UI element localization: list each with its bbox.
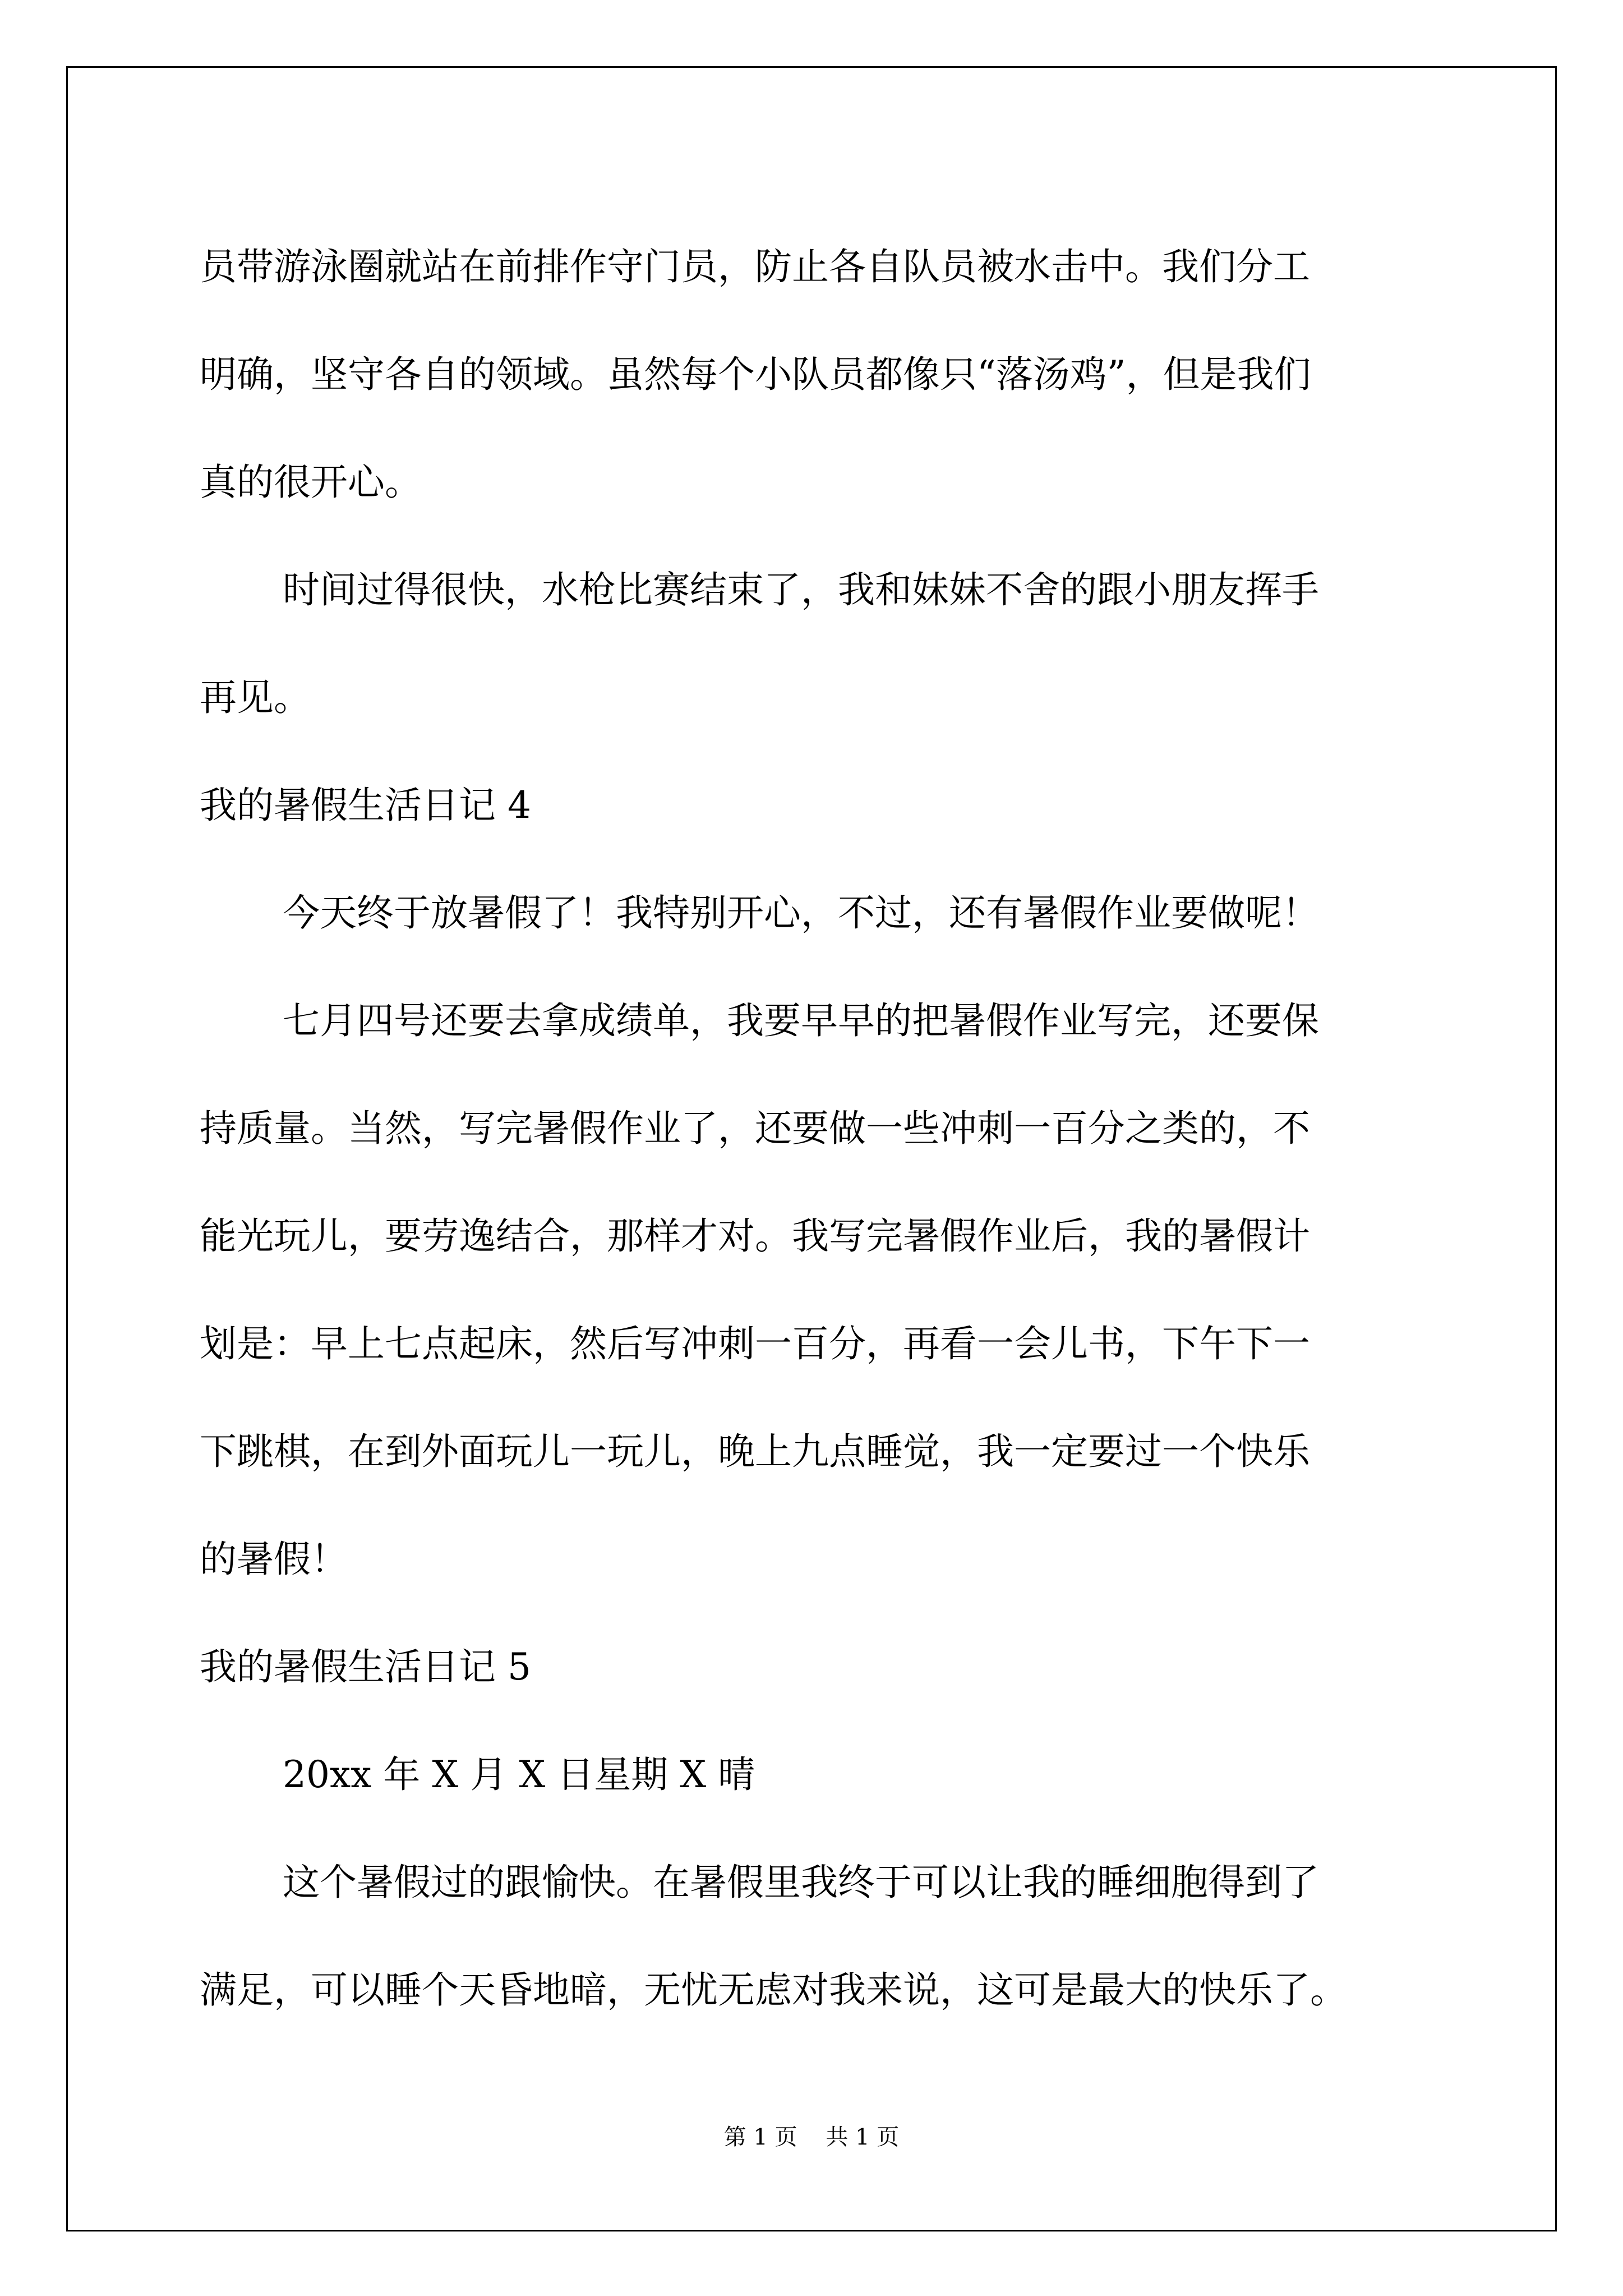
- document-body: [200, 213, 1433, 2044]
- body-line: 再见。: [200, 676, 311, 719]
- body-line: 下跳棋，在到外面玩儿一玩儿，晚上九点睡觉，我一定要过一个快乐: [200, 1430, 1310, 1473]
- section-heading: 我的暑假生活日记 5: [200, 1645, 531, 1688]
- body-line: 划是：早上七点起床，然后写冲刺一百分，再看一会儿书，下午下一: [200, 1322, 1310, 1365]
- body-line: 真的很开心。: [200, 461, 422, 504]
- body-line: 这个暑假过的跟愉快。在暑假里我终于可以让我的睡细胞得到了: [283, 1861, 1319, 1904]
- section-heading: 我的暑假生活日记 4: [200, 784, 531, 827]
- body-line: 的暑假！: [200, 1538, 348, 1581]
- body-line: 七月四号还要去拿成绩单，我要早早的把暑假作业写完，还要保: [283, 999, 1319, 1042]
- body-line: 时间过得很快，水枪比赛结束了，我和妹妹不舍的跟小朋友挥手: [283, 568, 1319, 611]
- body-line: 能光玩儿，要劳逸结合，那样才对。我写完暑假作业后，我的暑假计: [200, 1214, 1310, 1258]
- body-line: 持质量。当然，写完暑假作业了，还要做一些冲刺一百分之类的，不: [200, 1107, 1310, 1150]
- body-line: 今天终于放暑假了！我特别开心，不过，还有暑假作业要做呢！: [283, 891, 1319, 935]
- body-line: 满足，可以睡个天昏地暗，无忧无虑对我来说，这可是最大的快乐了。: [200, 1968, 1347, 2012]
- date-line: 20xx 年 X 月 X 日星期 X 晴: [283, 1753, 755, 1796]
- body-line: 明确，坚守各自的领域。虽然每个小队员都像只“落汤鸡”，但是我们: [200, 353, 1311, 396]
- page-number-footer: 第 1 页 共 1 页: [723, 2124, 900, 2150]
- body-line: 员带游泳圈就站在前排作守门员，防止各自队员被水击中。我们分工: [200, 245, 1310, 288]
